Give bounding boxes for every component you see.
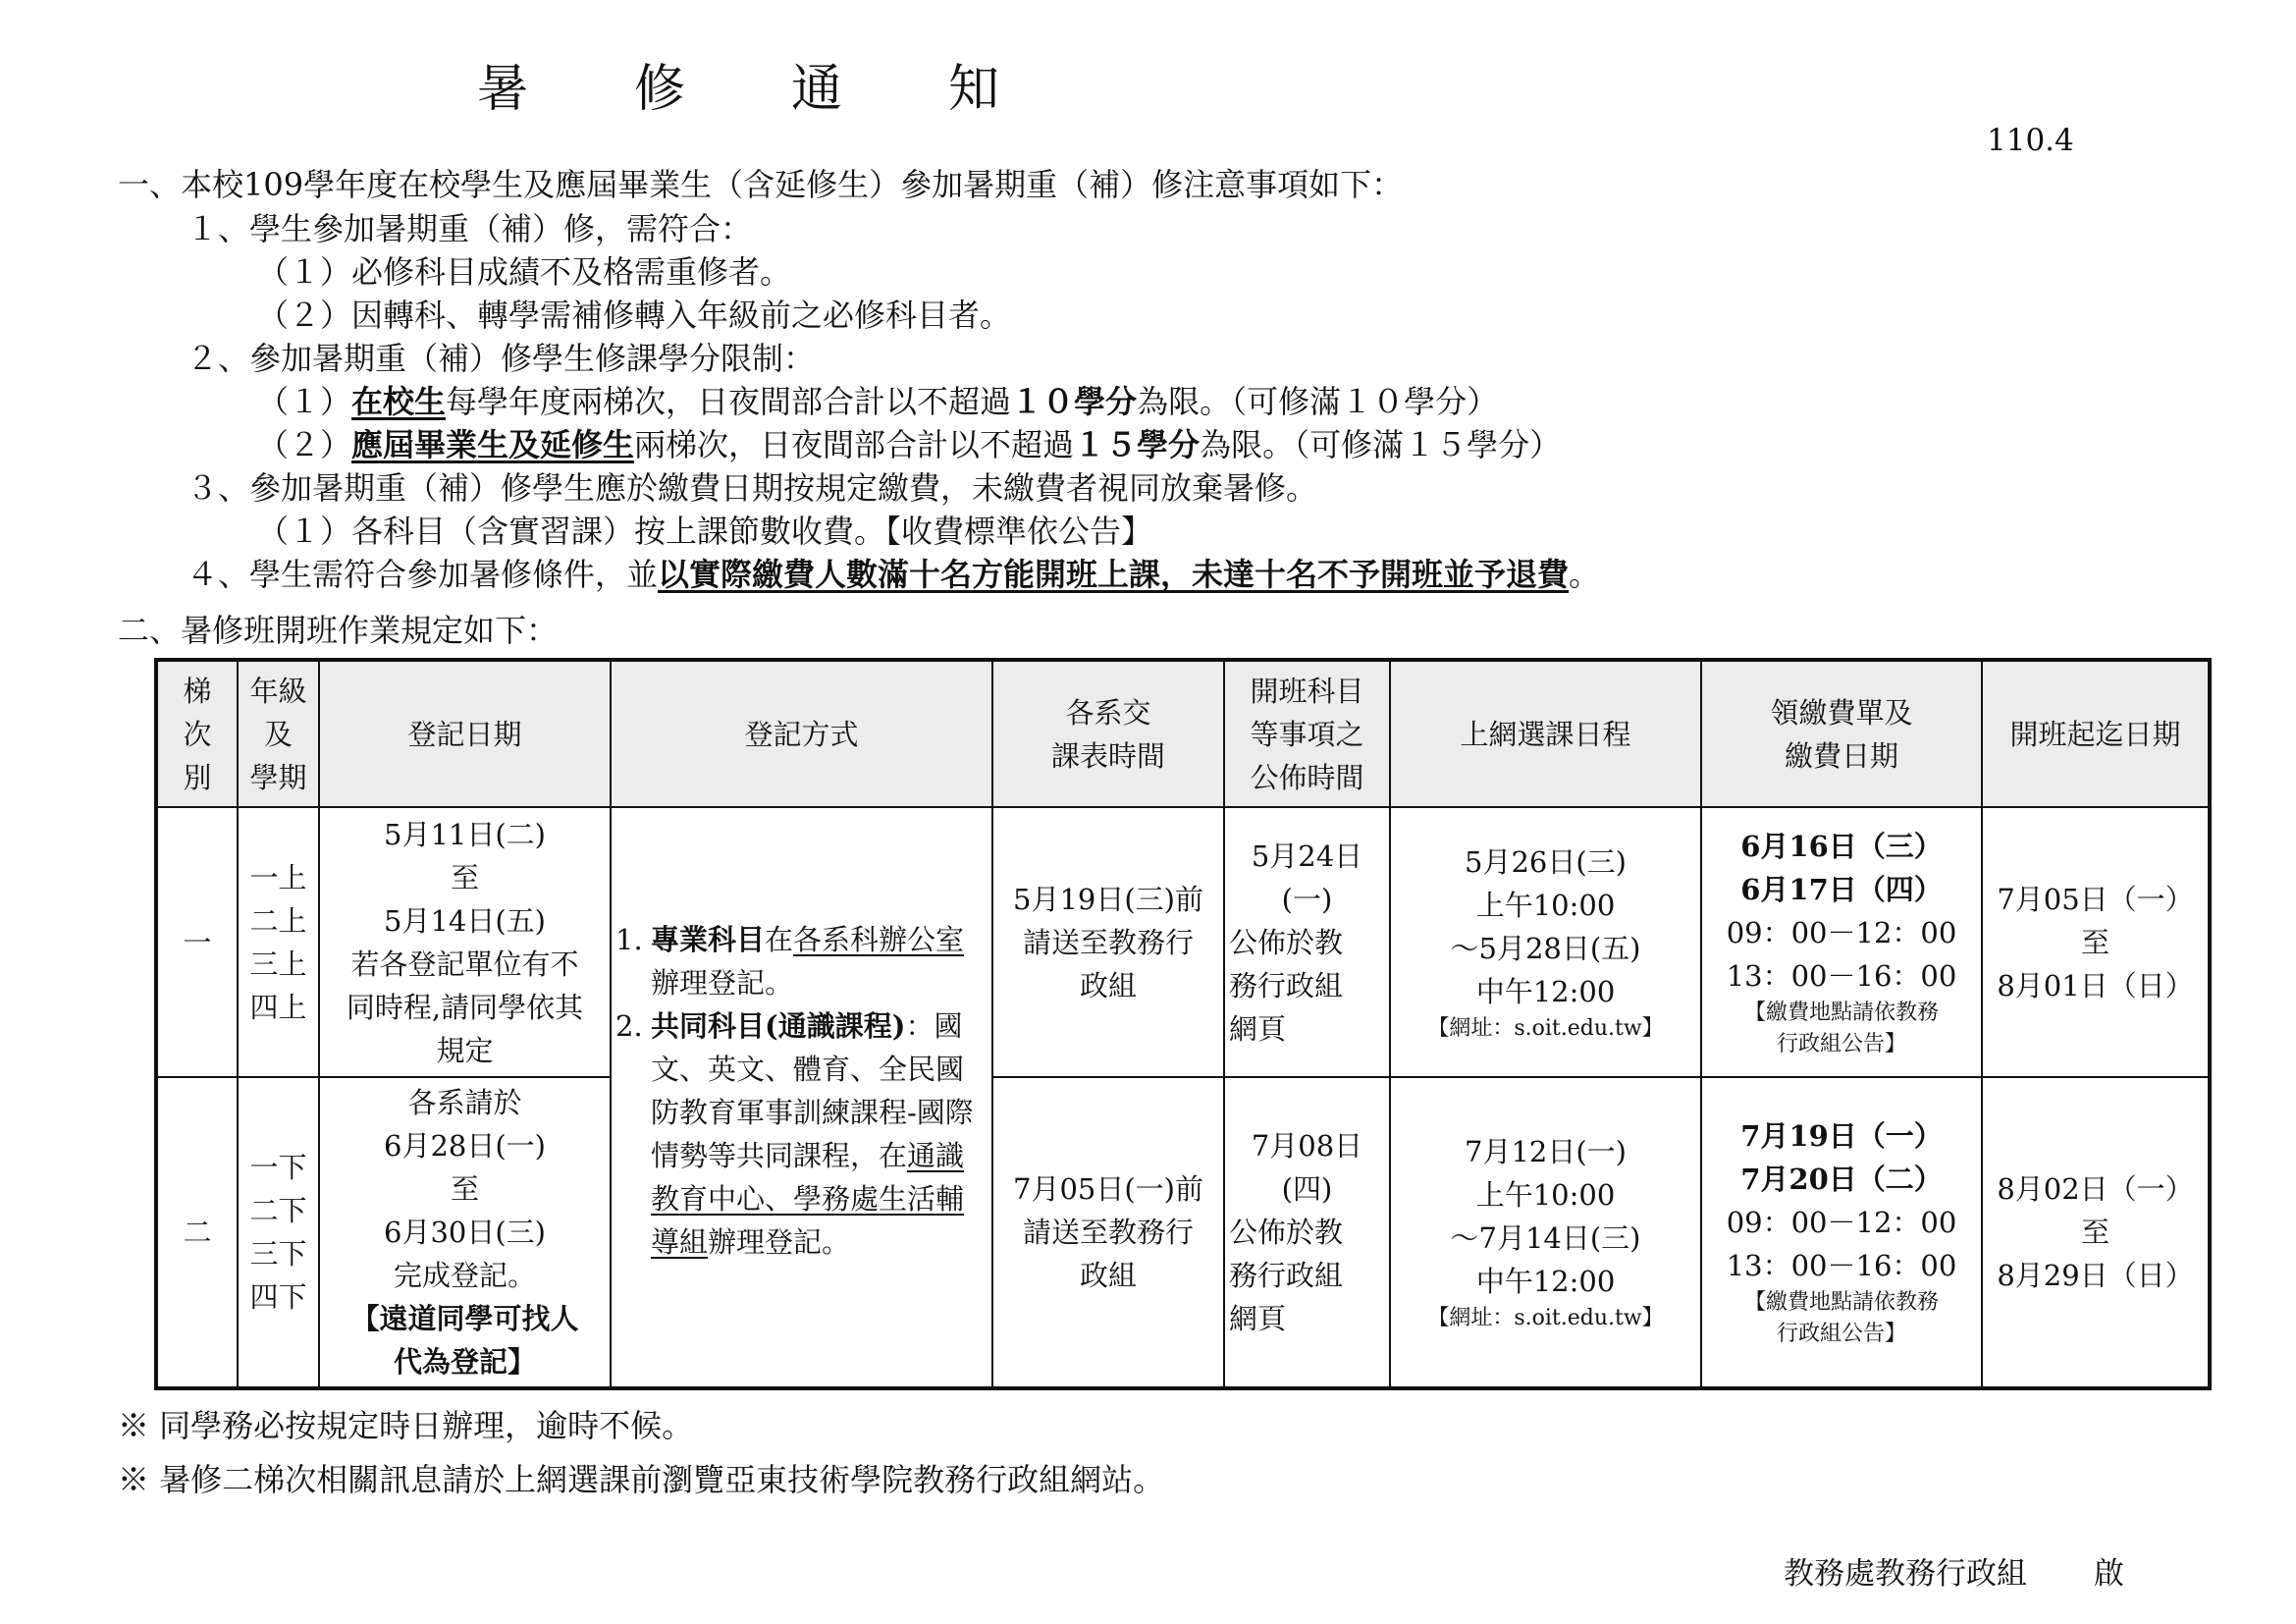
signature-closing: 啟 bbox=[2094, 1556, 2124, 1592]
header-online: 上網選課日程 bbox=[1390, 660, 1701, 807]
method-item-1-office: 各系科辦公室 bbox=[793, 923, 965, 956]
header-schedule: 各系交 課表時間 bbox=[992, 660, 1224, 807]
method-item-1-subject: 專業科目 bbox=[651, 923, 766, 956]
item-3a: （１）各科目（含實習課）按上課節數收費。【收費標準依公告】 bbox=[257, 513, 1153, 550]
item-2b bbox=[257, 425, 1561, 464]
item-2b-tail: 為限。（可修滿１５學分） bbox=[1200, 426, 1562, 463]
row2-schedule: 7月05日(一)前 請送至教務行 政組 bbox=[992, 1077, 1224, 1388]
header-batch: 梯 次 別 bbox=[156, 660, 238, 807]
row1-reg-date: 5月11日(二) 至 5月14日(五) 若各登記單位有不 同時程,請同學依其 規定 bbox=[319, 807, 611, 1077]
row2-payment: 7月19日（一） 7月20日（二） 09：00－12：00 13：00－16：00 【繳費地點請依教務 行政組公告】 bbox=[1701, 1077, 1982, 1388]
item-2a bbox=[257, 382, 1498, 421]
item-2b-target: 應屆畢業生及延修生 bbox=[351, 426, 635, 463]
row1-online-url: 【網址：s.oit.edu.tw】 bbox=[1427, 1015, 1664, 1041]
method-item-2-num: 2. bbox=[615, 1009, 643, 1043]
item-2: ２、參加暑期重（補）修學生修課學分限制： bbox=[187, 340, 816, 377]
item-4-tail: 。 bbox=[1569, 556, 1601, 593]
header-reg-method: 登記方式 bbox=[611, 660, 992, 807]
row2-batch: 二 bbox=[156, 1077, 238, 1388]
row1-online: 5月26日(三) 上午10:00 ～5月28日(五) 中午12:00 【網址：s.oit.edu.tw】 bbox=[1390, 807, 1701, 1077]
item-4 bbox=[187, 555, 1600, 594]
table-row bbox=[156, 807, 2210, 1077]
method-item-1-num: 1. bbox=[615, 923, 643, 956]
item-4-text: ４、學生需符合參加暑修條件，並 bbox=[187, 556, 659, 593]
item-2a-tail: 為限。（可修滿１０學分） bbox=[1137, 383, 1499, 420]
signature-office: 教務處教務行政組 bbox=[1784, 1556, 2027, 1592]
item-1b: （２）因轉科、轉學需補修轉入年級前之必修科目者。 bbox=[257, 297, 1012, 334]
item-2a-target: 在校生 bbox=[351, 383, 447, 420]
item-2a-text: 每學年度兩梯次，日夜間部合計以不超過 bbox=[446, 383, 1012, 420]
header-grade: 年級 及 學期 bbox=[238, 660, 319, 807]
header-reg-date: 登記日期 bbox=[319, 660, 611, 807]
document-code: 110.4 bbox=[1987, 123, 2074, 158]
page-title: 暑修通知 bbox=[477, 60, 1106, 119]
row2-announce: 7月08日 (四) 公佈於教 務行政組 網頁 bbox=[1224, 1077, 1390, 1388]
row1-payment: 6月16日（三） 6月17日（四） 09：00－12：00 13：00－16：00 【繳費地點請依教務 行政組公告】 bbox=[1701, 807, 1982, 1077]
item-3: ３、參加暑期重（補）修學生應於繳費日期按規定繳費，未繳費者視同放棄暑修。 bbox=[187, 469, 1318, 507]
item-2b-num: （２） bbox=[257, 426, 352, 463]
item-2b-text: 兩梯次，日夜間部合計以不超過 bbox=[634, 426, 1075, 463]
row1-grades: 一上 二上 三上 四上 bbox=[238, 807, 319, 1077]
method-item-2-subject: 共同科目(通識課程) bbox=[651, 1009, 906, 1043]
schedule-table bbox=[154, 658, 2212, 1390]
row1-schedule: 5月19日(三)前 請送至教務行 政組 bbox=[992, 807, 1224, 1077]
item-1a: （１）必修科目成績不及格需重修者。 bbox=[257, 253, 792, 291]
section1-heading: 一、本校109學年度在校學生及應屆畢業生（含延修生）參加暑期重（補）修注意事項如下： bbox=[118, 166, 1404, 203]
row2-grades: 一下 二下 三下 四下 bbox=[238, 1077, 319, 1388]
note-2: ※ 暑修二梯次相關訊息請於上網選課前瀏覽亞東技術學院教務行政組網站。 bbox=[118, 1461, 1165, 1498]
method-item-1: 1. 專業科目在各系科辦公室辦理登記。 bbox=[615, 918, 988, 1004]
reg-method-cell bbox=[611, 807, 992, 1388]
method-item-2: 2. 共同科目(通識課程)：國文、英文、體育、全民國防教育軍事訓練課程-國際情勢等共同課程，在通識教育中心、學務處生活輔導組辦理登記。 bbox=[615, 1004, 988, 1264]
item-2b-credits: １５學分 bbox=[1074, 426, 1201, 463]
table-header-row bbox=[156, 660, 2210, 807]
note-1: ※ 同學務必按規定時日辦理，逾時不候。 bbox=[118, 1407, 694, 1444]
header-payment: 領繳費單及 繳費日期 bbox=[1701, 660, 1982, 807]
method-item-2-office: 通識教育中心、學務處生活輔導組 bbox=[651, 1139, 965, 1259]
signature bbox=[1784, 1548, 2124, 1593]
item-2a-credits: １０學分 bbox=[1011, 383, 1138, 420]
header-period: 開班起迄日期 bbox=[1982, 660, 2210, 807]
row2-period: 8月02日（一） 至 8月29日（日） bbox=[1982, 1077, 2210, 1388]
row1-period: 7月05日（一） 至 8月01日（日） bbox=[1982, 807, 2210, 1077]
item-4-condition: 以實際繳費人數滿十名方能開班上課，未達十名不予開班並予退費 bbox=[658, 556, 1570, 593]
table-row bbox=[156, 1077, 2210, 1388]
item-1: １、學生參加暑期重（補）修，需符合： bbox=[187, 210, 753, 247]
row1-batch: 一 bbox=[156, 807, 238, 1077]
row1-announce: 5月24日 (一) 公佈於教 務行政組 網頁 bbox=[1224, 807, 1390, 1077]
section2-heading: 二、暑修班開班作業規定如下： bbox=[118, 612, 559, 649]
header-announce: 開班科目 等事項之 公佈時間 bbox=[1224, 660, 1390, 807]
row2-reg-date: 各系請於 6月28日(一) 至 6月30日(三) 完成登記。 【遠道同學可找人 代為登記】 bbox=[319, 1077, 611, 1388]
item-2a-num: （１） bbox=[257, 383, 352, 420]
row2-online: 7月12日(一) 上午10:00 ～7月14日(三) 中午12:00 【網址：s.oit.edu.tw】 bbox=[1390, 1077, 1701, 1388]
row2-online-url: 【網址：s.oit.edu.tw】 bbox=[1427, 1306, 1664, 1330]
